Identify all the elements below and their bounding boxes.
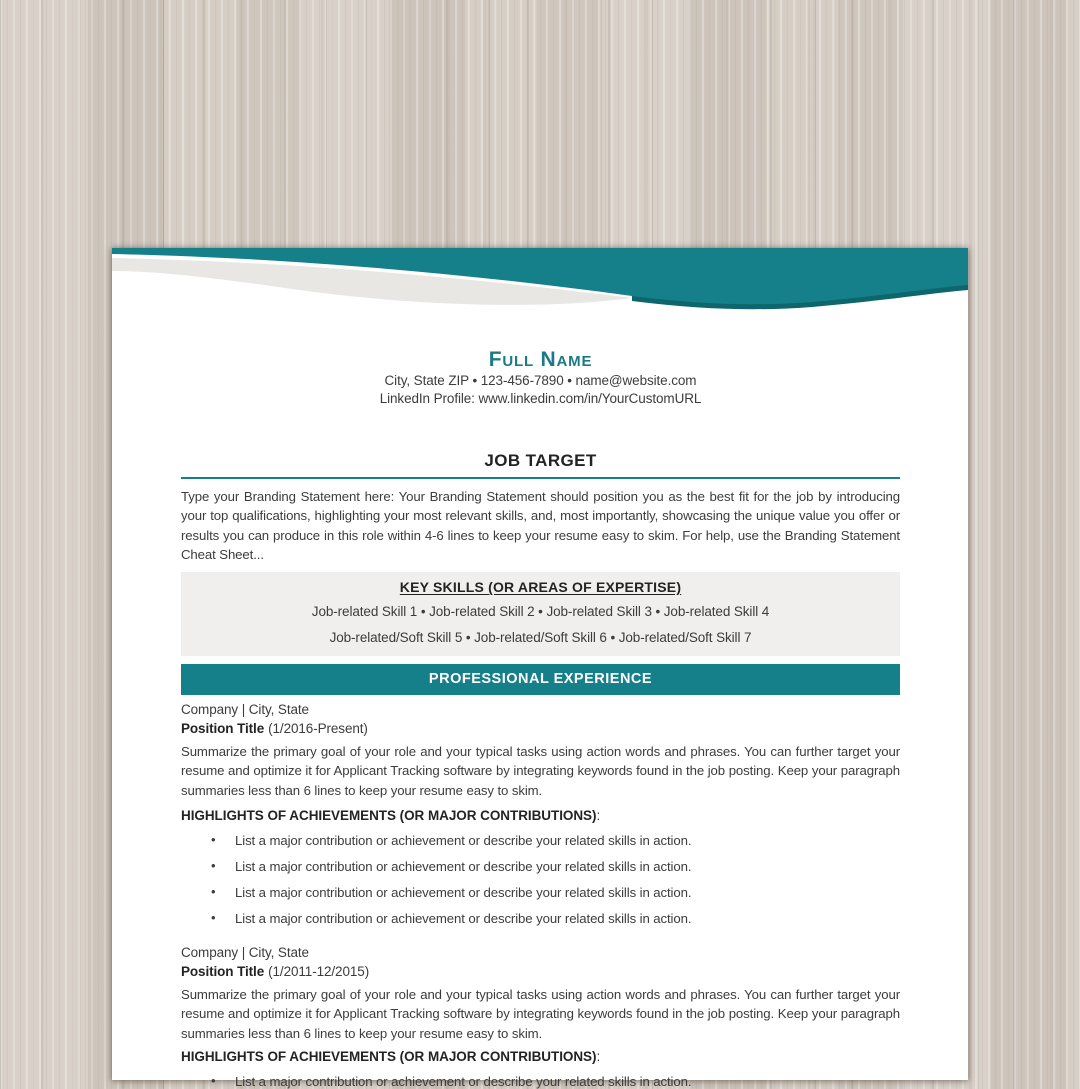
key-skills-line-1: Job-related Skill 1 • Job-related Skill 2 • Job-related Skill 3 • Job-related Skill 4 [311, 604, 770, 620]
experience-entry-1 [181, 702, 900, 926]
resume-page [112, 248, 968, 1089]
header-wave-graphic [112, 248, 968, 348]
professional-experience-banner: PROFESSIONAL EXPERIENCE [181, 664, 900, 695]
key-skills-line-2: Job-related/Soft Skill 5 • Job-related/Soft Skill 6 • Job-related/Soft Skill 7 [329, 630, 752, 646]
highlights-colon: : [596, 1048, 601, 1064]
bullet-icon: • [211, 1072, 216, 1088]
resume-content [112, 348, 968, 1089]
bullet-icon: • [211, 832, 216, 848]
list-item [181, 911, 900, 926]
list-item [181, 1074, 900, 1089]
key-skills-box [181, 572, 900, 656]
highlights-heading [181, 808, 900, 824]
highlights-colon: : [596, 808, 601, 824]
highlights-heading [181, 1049, 900, 1065]
linkedin-line: LinkedIn Profile: www.linkedin.com/in/YourCustomURL [379, 391, 702, 406]
position-line [181, 964, 900, 980]
experience-entry-2 [181, 945, 900, 1089]
contact-line: City, State ZIP • 123-456-7890 • name@website.com [384, 373, 697, 388]
position-dates: (1/2011-12/2015) [268, 964, 370, 980]
list-item [181, 859, 900, 874]
position-dates: (1/2016-Present) [268, 721, 368, 737]
key-skills-title: KEY SKILLS (OR AREAS OF EXPERTISE) [399, 579, 682, 596]
bullet-text: List a major contribution or achievement or describe your related skills in action. [235, 833, 692, 849]
role-summary: Summarize the primary goal of your role and your typical tasks using action words and phrases. You can further target your resume and optimize it for Applicant Tracking software by integrating keywords found in the job posting. Keep your paragraph summaries less than 6 lines to keep your resume easy to skim. [181, 744, 900, 798]
bullet-icon: • [211, 858, 216, 874]
role-summary: Summarize the primary goal of your role and your typical tasks using action words and phrases. You can further target your resume and optimize it for Applicant Tracking software by integrating keywords found in the job posting. Keep your paragraph summaries less than 6 lines to keep your resume easy to skim. [181, 987, 900, 1041]
list-item [181, 885, 900, 900]
highlights-list [181, 833, 900, 926]
company-line: Company | City, State [181, 945, 309, 961]
position-line [181, 721, 900, 737]
bullet-text: List a major contribution or achievement or describe your related skills in action. [235, 911, 692, 927]
bullet-text: List a major contribution or achievement or describe your related skills in action. [235, 1073, 692, 1089]
bullet-icon: • [211, 910, 216, 926]
wave-svg [112, 248, 968, 348]
branding-statement: Type your Branding Statement here: Your Branding Statement should position you as the best fit for the job by introducing your top qualifications, highlighting your most relevant skills, and, most importantly, showcasing the unique value you offer or results you can produce in this role within 4-6 lines to keep your resume easy to skim. For help, use the Branding Statement Cheat Sheet... [181, 489, 900, 562]
job-target-title: JOB TARGET [484, 451, 597, 470]
list-item [181, 833, 900, 848]
bullet-icon: • [211, 884, 216, 900]
bullet-text: List a major contribution or achievement or describe your related skills in action. [235, 885, 692, 901]
bullet-text: List a major contribution or achievement or describe your related skills in action. [235, 859, 692, 875]
company-line: Company | City, State [181, 702, 309, 718]
position-title: Position Title [181, 721, 265, 737]
full-name: Full Name [488, 348, 593, 371]
highlights-label: HIGHLIGHTS OF ACHIEVEMENTS (OR MAJOR CONTRIBUTIONS) [181, 1048, 597, 1064]
highlights-list [181, 1074, 900, 1089]
highlights-label: HIGHLIGHTS OF ACHIEVEMENTS (OR MAJOR CONTRIBUTIONS) [181, 808, 597, 824]
position-title: Position Title [181, 964, 265, 980]
job-target-underline [181, 477, 900, 479]
